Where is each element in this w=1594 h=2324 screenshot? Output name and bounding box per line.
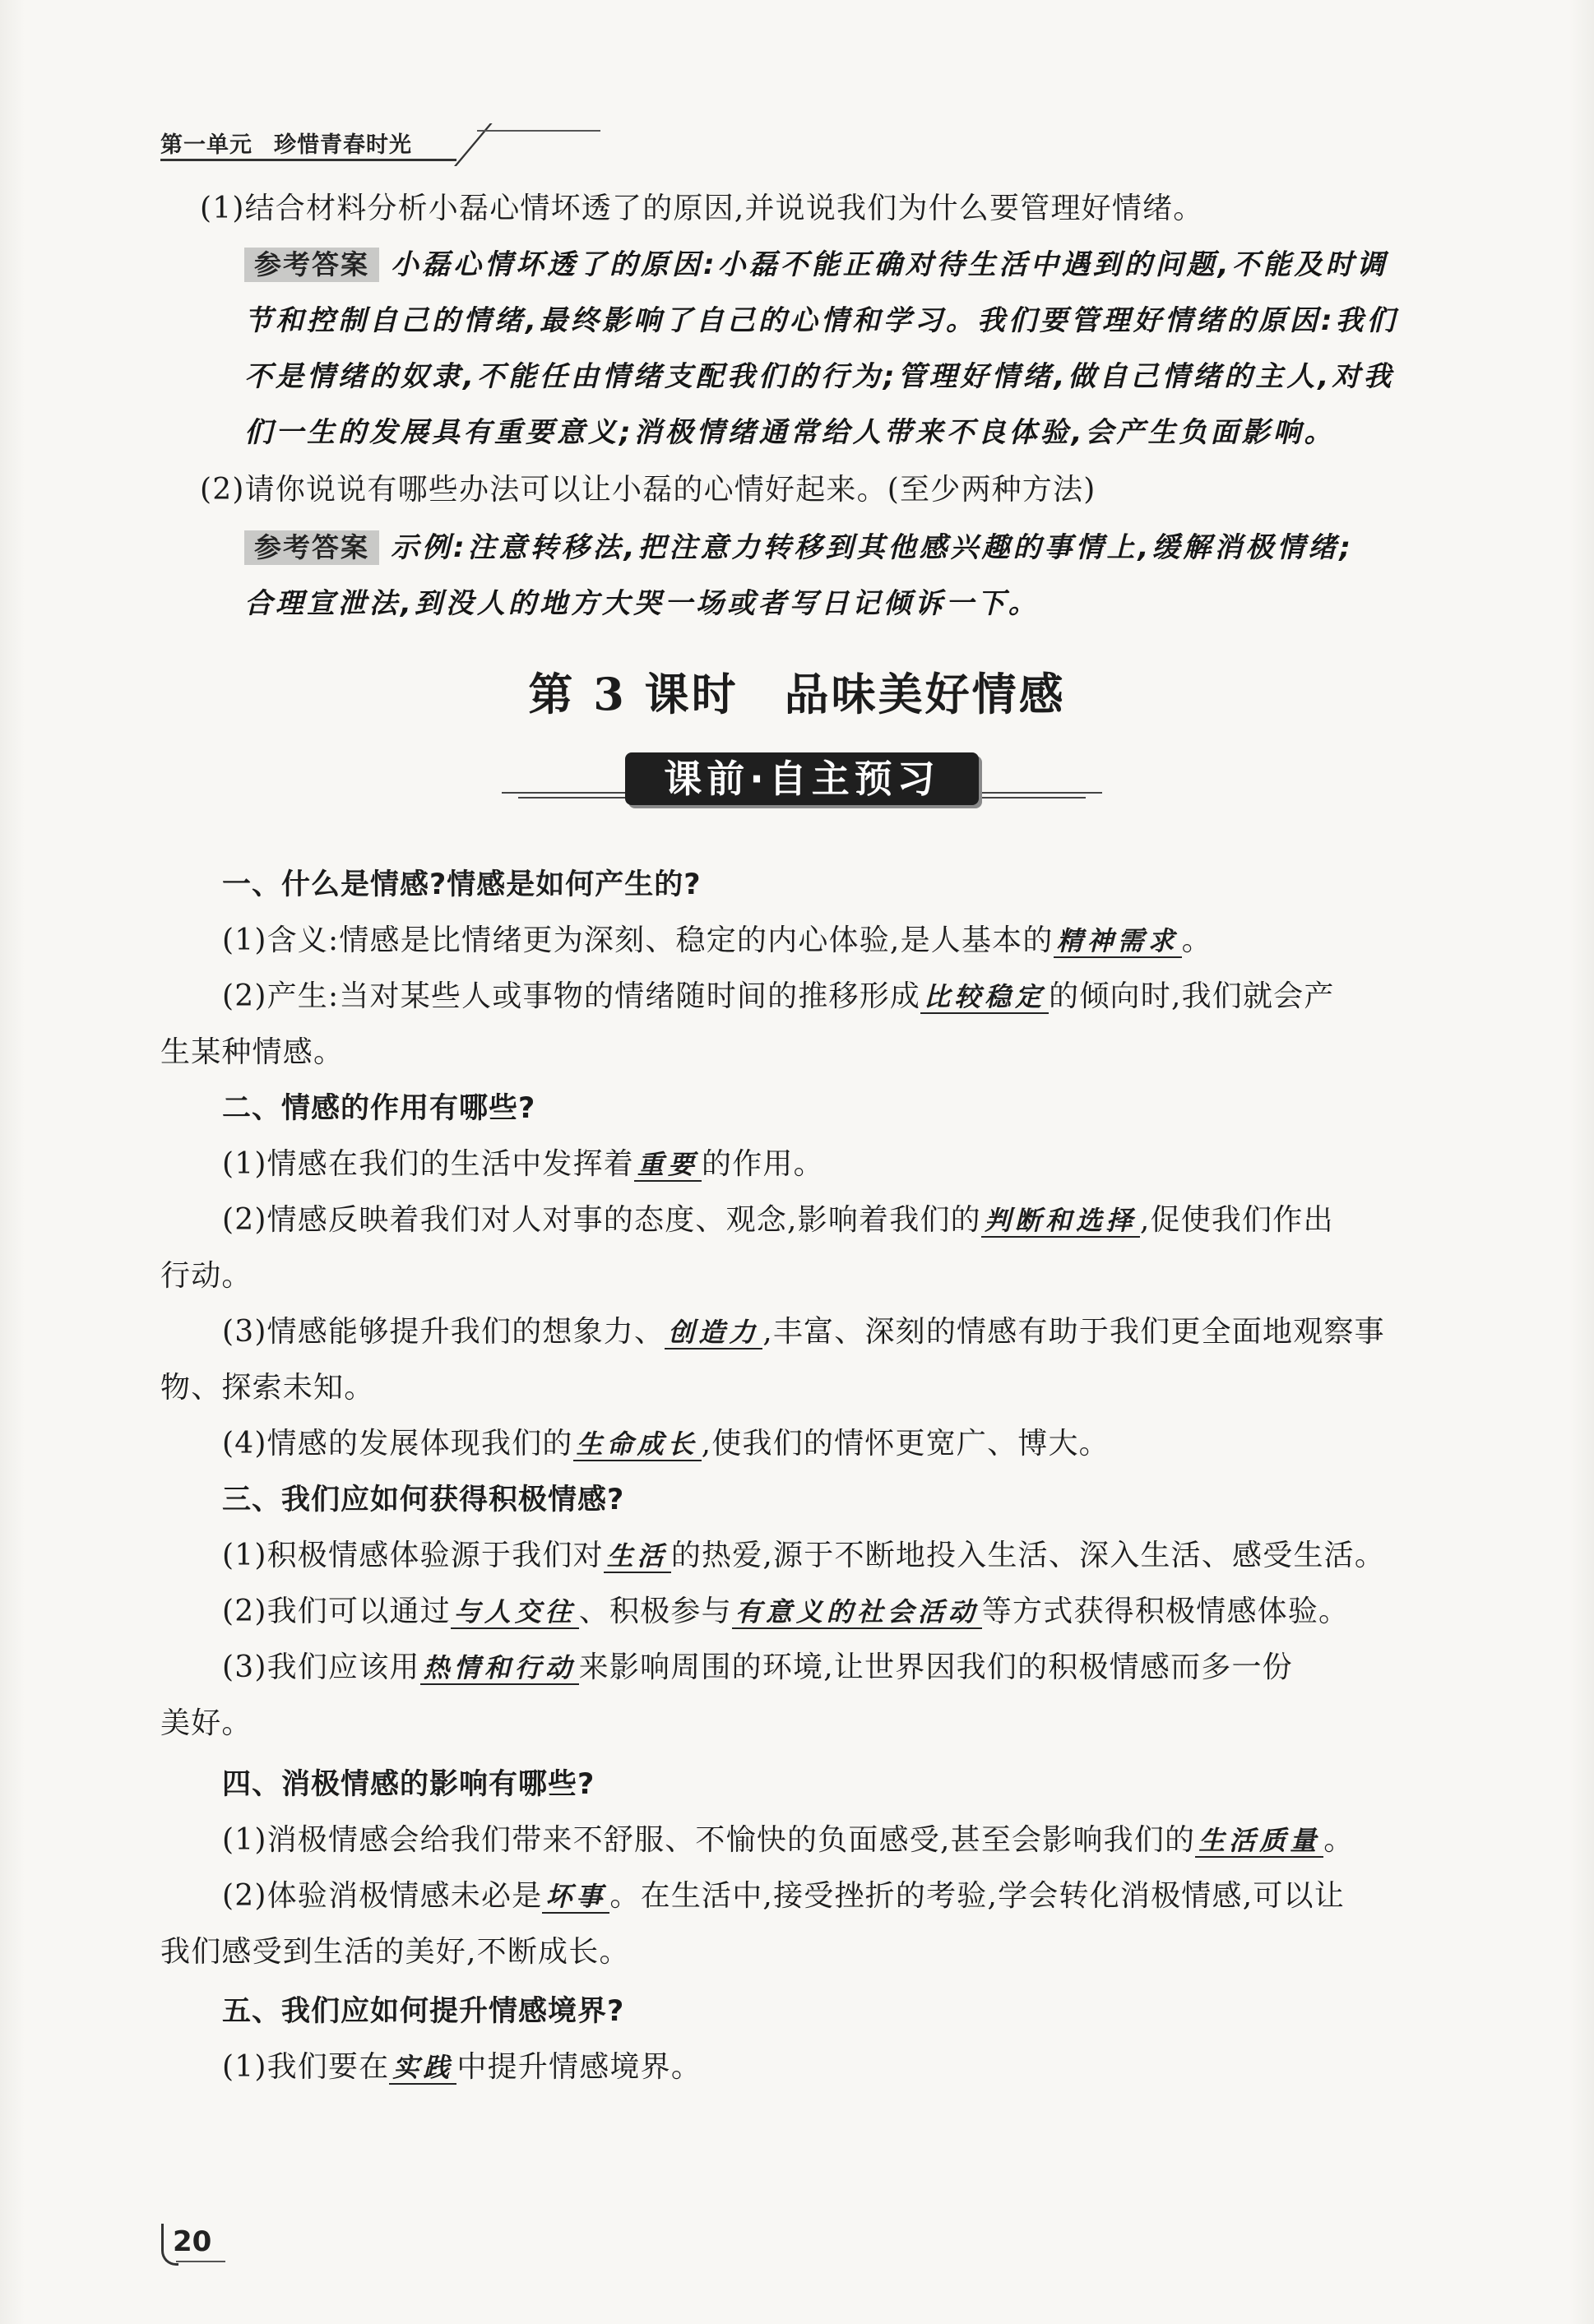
section-2-item-2-cont: 行动。 bbox=[160, 1259, 253, 1293]
item-text: ,丰富、深刻的情感有助于我们更全面地观察事 bbox=[762, 1315, 1385, 1349]
question-1: (1)结合材料分析小磊心情坏透了的原因,并说说我们为什么要管理好情绪。 bbox=[200, 192, 1204, 225]
question-2: (2)请你说说有哪些办法可以让小磊的心情好起来。(至少两种方法) bbox=[200, 473, 1096, 507]
answer-1-line-2: 节和控制自己的情绪,最终影响了自己的心情和学习。我们要管理好情绪的原因:我们 bbox=[244, 304, 1398, 337]
item-text: 的作用。 bbox=[702, 1147, 824, 1181]
answer-text: 小磊心情坏透了的原因:小磊不能正确对待生活中遇到的问题,不能及时调 bbox=[391, 248, 1388, 281]
answer-blank: 比较稳定 bbox=[920, 981, 1049, 1014]
answer-1-line-1 bbox=[244, 245, 1388, 285]
section-2-item-3 bbox=[222, 1312, 1385, 1352]
answer-tag: 参考答案 bbox=[244, 530, 379, 565]
item-text: (2)产生:当对某些人或事物的情绪随时间的推移形成 bbox=[222, 979, 921, 1013]
banner-rule-left-2 bbox=[518, 797, 633, 799]
section-1-item-2-cont: 生某种情感。 bbox=[160, 1035, 345, 1069]
answer-1-line-3: 不是情绪的奴隶,不能任由情绪支配我们的行为;管理好情绪,做自己情绪的主人,对我 bbox=[244, 360, 1395, 393]
item-text: (1)情感在我们的生活中发挥着 bbox=[222, 1147, 634, 1181]
answer-blank: 生活 bbox=[604, 1540, 671, 1573]
section-3-item-3-cont: 美好。 bbox=[160, 1706, 253, 1740]
item-text: 。 bbox=[1323, 1823, 1355, 1857]
item-text: (3)情感能够提升我们的想象力、 bbox=[222, 1315, 665, 1349]
item-text: (3)我们应该用 bbox=[222, 1650, 420, 1684]
answer-text: 示例:注意转移法,把注意力转移到其他感兴趣的事情上,缓解消极情绪; bbox=[391, 531, 1355, 564]
section-1-item-2 bbox=[222, 977, 1335, 1016]
lesson-number: 第 3 课时 bbox=[528, 668, 739, 720]
answer-blank: 热情和行动 bbox=[420, 1652, 579, 1685]
answer-blank: 生命成长 bbox=[573, 1428, 702, 1461]
item-text: (2)我们可以通过 bbox=[222, 1595, 451, 1628]
item-text: 等方式获得积极情感体验。 bbox=[981, 1595, 1350, 1628]
answer-1-line-4: 们一生的发展具有重要意义;消极情绪通常给人带来不良体验,会产生负面影响。 bbox=[244, 416, 1336, 449]
lesson-name: 品味美好情感 bbox=[784, 668, 1066, 720]
page-number: 20 bbox=[173, 2225, 212, 2258]
answer-blank: 坏事 bbox=[542, 1881, 609, 1914]
item-text: (4)情感的发展体现我们的 bbox=[222, 1427, 573, 1461]
section-banner bbox=[502, 752, 1102, 810]
answer-blank: 重要 bbox=[634, 1149, 702, 1182]
answer-2-line-2: 合理宣泄法,到没人的地方大哭一场或者写日记倾诉一下。 bbox=[244, 587, 1040, 620]
item-text: (1)积极情感体验源于我们对 bbox=[222, 1539, 604, 1572]
header-thin-rule bbox=[477, 130, 600, 132]
section-4-item-2 bbox=[222, 1877, 1345, 1916]
lesson-title bbox=[0, 660, 1594, 723]
answer-blank: 与人交往 bbox=[451, 1596, 579, 1629]
header-label bbox=[160, 127, 412, 159]
section-1-heading: 一、什么是情感?情感是如何产生的? bbox=[222, 868, 702, 901]
section-2-item-2 bbox=[222, 1201, 1334, 1240]
item-text: 。 bbox=[1181, 924, 1212, 957]
answer-blank: 生活质量 bbox=[1195, 1825, 1323, 1858]
item-text: 的热爱,源于不断地投入生活、深入生活、感受生活。 bbox=[670, 1539, 1386, 1572]
section-4-item-2-cont: 我们感受到生活的美好,不断成长。 bbox=[160, 1935, 630, 1969]
banner-rule-right-2 bbox=[971, 797, 1086, 799]
banner-rule-right bbox=[971, 792, 1102, 794]
section-4-heading: 四、消极情感的影响有哪些? bbox=[222, 1768, 595, 1801]
section-2-item-4 bbox=[222, 1424, 1110, 1464]
answer-blank: 判断和选择 bbox=[981, 1205, 1140, 1238]
running-header bbox=[160, 123, 605, 161]
item-text: ,促使我们作出 bbox=[1139, 1203, 1334, 1237]
page-number-rule bbox=[176, 2261, 225, 2262]
header-rule bbox=[160, 159, 456, 161]
item-text: (1)我们要在 bbox=[222, 2050, 390, 2084]
item-text: 。在生活中,接受挫折的考验,学会转化消极情感,可以让 bbox=[609, 1879, 1345, 1913]
section-2-item-1 bbox=[222, 1145, 824, 1184]
section-2-item-3-cont: 物、探索未知。 bbox=[160, 1371, 375, 1405]
section-3-item-3 bbox=[222, 1648, 1293, 1687]
section-5-heading: 五、我们应如何提升情感境界? bbox=[222, 1995, 625, 2028]
answer-blank: 有意义的社会活动 bbox=[732, 1596, 982, 1629]
answer-blank: 实践 bbox=[389, 2052, 456, 2085]
item-text: 的倾向时,我们就会产 bbox=[1049, 979, 1335, 1013]
item-text: 中提升情感境界。 bbox=[456, 2050, 702, 2084]
item-text: 、积极参与 bbox=[578, 1595, 732, 1628]
header-title: 珍惜青春时光 bbox=[274, 132, 412, 158]
banner-rule-left bbox=[502, 792, 633, 794]
answer-2-line-1 bbox=[244, 528, 1354, 567]
item-text: (2)情感反映着我们对人对事的态度、观念,影响着我们的 bbox=[222, 1203, 981, 1237]
answer-tag: 参考答案 bbox=[244, 248, 379, 282]
banner-label: 课前·自主预习 bbox=[664, 757, 940, 801]
item-text: (1)消极情感会给我们带来不舒服、不愉快的负面感受,甚至会影响我们的 bbox=[222, 1823, 1196, 1857]
section-3-heading: 三、我们应如何获得积极情感? bbox=[222, 1484, 625, 1516]
section-3-item-1 bbox=[222, 1536, 1385, 1576]
section-5-item-1 bbox=[222, 2048, 702, 2087]
section-2-heading: 二、情感的作用有哪些? bbox=[222, 1092, 536, 1125]
item-text: ,使我们的情怀更宽广、博大。 bbox=[701, 1427, 1110, 1461]
answer-blank: 精神需求 bbox=[1054, 925, 1182, 958]
section-4-item-1 bbox=[222, 1821, 1354, 1860]
item-text: (1)含义:情感是比情绪更为深刻、稳定的内心体验,是人基本的 bbox=[222, 924, 1054, 957]
section-1-item-1 bbox=[222, 921, 1212, 961]
item-text: 来影响周围的环境,让世界因我们的积极情感而多一份 bbox=[578, 1650, 1293, 1684]
section-3-item-2 bbox=[222, 1592, 1349, 1632]
item-text: (2)体验消极情感未必是 bbox=[222, 1879, 543, 1913]
header-unit: 第一单元 bbox=[160, 132, 253, 158]
answer-blank: 创造力 bbox=[665, 1317, 762, 1349]
